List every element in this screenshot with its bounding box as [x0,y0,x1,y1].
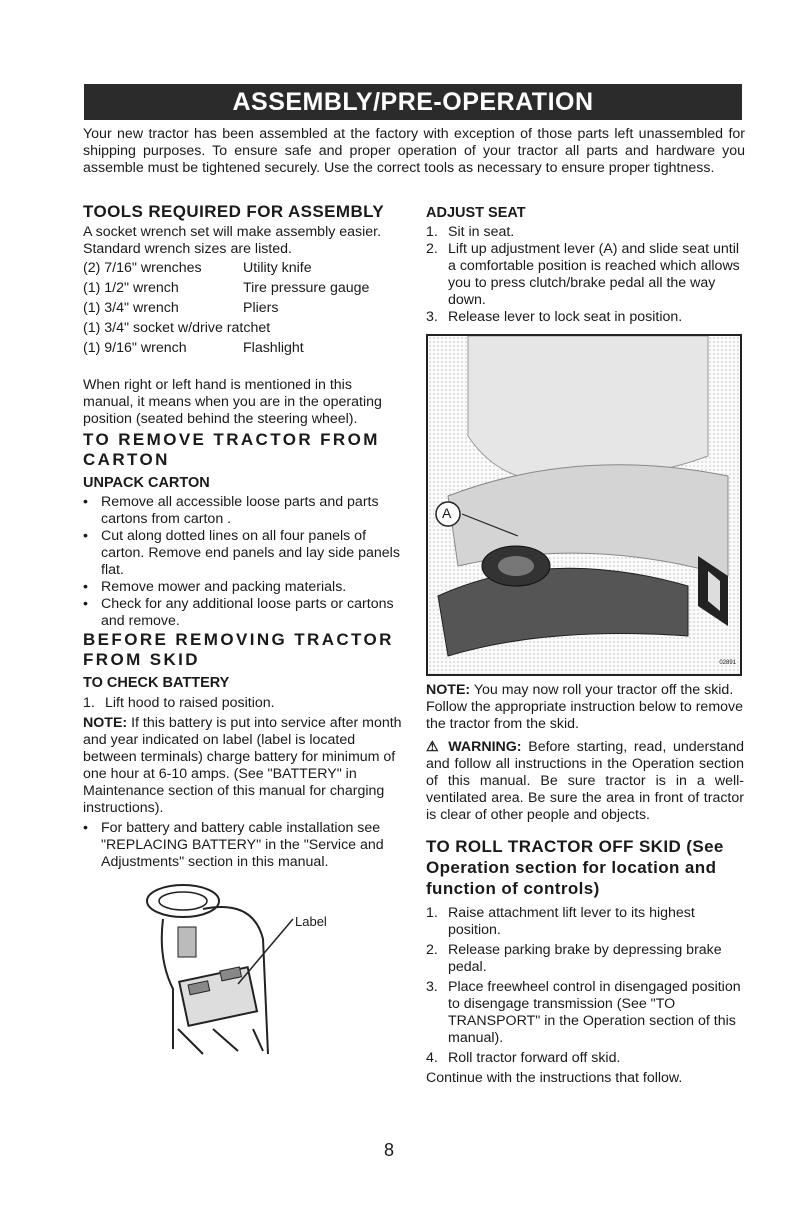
remove-heading: TO REMOVE TRACTOR FROM CARTON [83,430,380,469]
tool-item: (2) 7/16" wrenches [83,260,202,276]
list-item: 1. Sit in seat. [426,224,515,240]
tools-list [83,260,403,357]
tool-item: (1) 1/2" wrench [83,280,179,296]
intro-paragraph: Your new tractor has been assembled at the factory with exception of those parts left unassembled for shipping purposes. To ensure safe and proper operation of your tractor all parts and hardware you assemble must be tightened securely. Use the correct tools as necessary to ensure proper tightness. [83,126,745,176]
continue-text: Continue with the instructions that follow. [426,1070,683,1086]
warning-paragraph: ⚠ WARNING: Before starting, read, understand and follow all instructions in the Operation section of this manual. Be sure tractor is in a well-ventilated area. Be sure the area in front of tractor is clear of other people and objects. [426,739,744,823]
list-item: • Remove mower and packing materials. [83,579,347,595]
list-item: • For battery and battery cable installation see "REPLACING BATTERY" in the "Service and Adjustments" section in this manual. [83,820,384,870]
battery-drawing [143,879,313,1055]
page-title: ASSEMBLY/PRE-OPERATION [232,87,594,116]
section-banner [84,84,742,120]
tools-intro: A socket wrench set will make assembly easier. Standard wrench sizes are listed. [83,224,382,257]
battery-illustration [143,879,327,1055]
tool-item: Utility knife [243,260,312,276]
figure-code: 02891 [719,660,736,666]
tool-item: Tire pressure gauge [243,280,370,296]
seat-callout-a: A [442,505,452,521]
list-item: • Check for any additional loose parts or cartons and remove. [83,596,394,629]
battery-label-callout: Label [295,914,327,929]
tool-item: (1) 3/4" socket w/drive ratchet [83,320,271,336]
warning-icon: ⚠ [426,739,442,755]
hand-note: When right or left hand is mentioned in this manual, it means when you are in the operating position (seated behind the steering wheel). [83,377,382,427]
seat-photo [426,334,742,676]
tool-item: (1) 3/4" wrench [83,300,179,316]
unpack-list [83,494,403,630]
battery-step: 1. Lift hood to raised position. [83,695,275,711]
list-item: • Cut along dotted lines on all four panels of carton. Remove end panels and lay side panels flat. [83,528,400,578]
battery-heading: TO CHECK BATTERY [83,675,230,691]
list-item: 3. Place freewheel control in disengaged position to disengage transmission (See "TO TRANSPORT" in the Operation section of this manual). [426,979,741,1046]
roll-steps [426,905,744,1067]
list-item: 4. Roll tractor forward off skid. [426,1050,621,1066]
battery-note: NOTE: If this battery is put into service after month and year indicated on label (label is located between terminals) charge battery for minimum of one hour at 6-10 amps. (See "BATTERY" in Maintenance section of this manual for charging instructions). [83,715,402,816]
tool-item: Flashlight [243,340,304,356]
tools-heading: TOOLS REQUIRED FOR ASSEMBLY [83,202,385,221]
before-removing-heading: BEFORE REMOVING TRACTOR FROM SKID [83,630,394,669]
seat-steps [426,224,744,326]
list-item: 1. Raise attachment lift lever to its highest position. [426,905,695,938]
list-item: 2. Release parking brake by depressing brake pedal. [426,942,722,975]
list-item: 2. Lift up adjustment lever (A) and slide seat until a comfortable position is reached which allows you to press clutch/brake pedal all the way down. [426,241,740,308]
unpack-heading: UNPACK CARTON [83,475,210,491]
roll-heading: TO ROLL TRACTOR OFF SKID (See Operation section for location and function of controls) [426,837,724,898]
roll-note: NOTE: You may now roll your tractor off the skid. Follow the appropriate instruction below to remove the tractor from the skid. [426,682,744,732]
seat-drawing [428,336,740,674]
seat-heading: ADJUST SEAT [426,205,526,221]
page-number: 8 [384,1140,395,1160]
left-column [83,202,403,1055]
tool-item: (1) 9/16" wrench [83,340,187,356]
tool-item: Pliers [243,300,279,316]
right-column [426,204,744,1087]
list-item: 3. Release lever to lock seat in position. [426,309,683,325]
list-item: • Remove all accessible loose parts and parts cartons from carton . [83,494,379,527]
